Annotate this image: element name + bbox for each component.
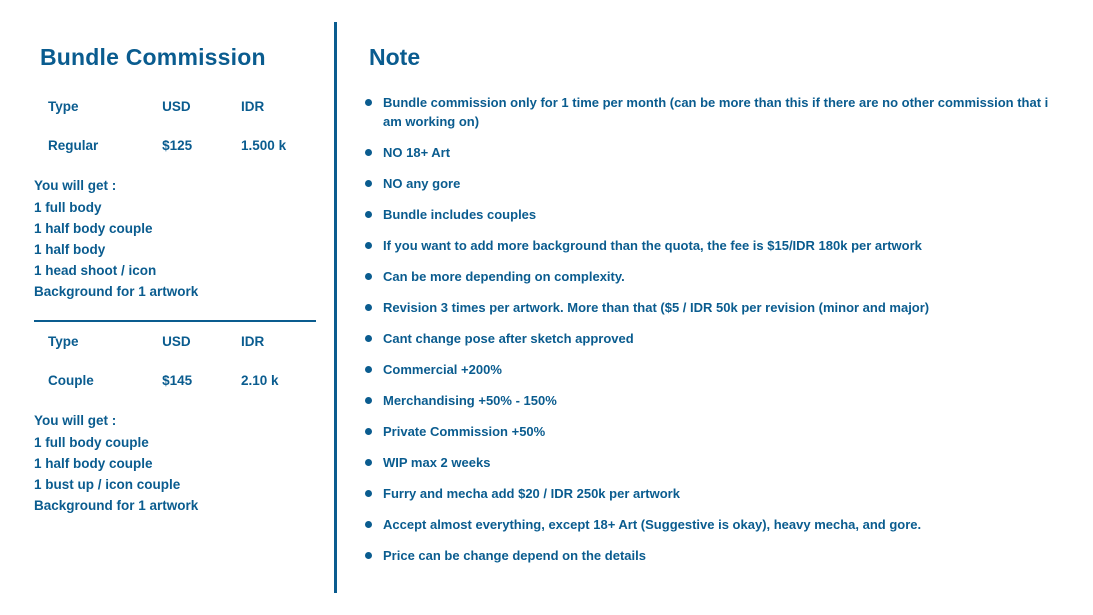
list-item: Background for 1 artwork xyxy=(34,498,199,513)
list-item: WIP max 2 weeks xyxy=(363,453,1067,472)
list-item: Private Commission +50% xyxy=(363,422,1067,441)
notes-panel xyxy=(363,22,1067,593)
list-item: 1 head shoot / icon xyxy=(34,263,157,278)
package-table-couple xyxy=(34,332,316,400)
list-item: 1 half body xyxy=(34,242,106,257)
table-row xyxy=(34,128,316,165)
list-item: Commercial +200% xyxy=(363,360,1067,379)
page-title: Bundle Commission xyxy=(40,44,266,70)
table-row xyxy=(34,363,316,400)
package-price-usd: $145 xyxy=(162,373,193,388)
package-type: Couple xyxy=(48,373,94,388)
package-type: Regular xyxy=(48,138,99,153)
column-header-type: Type xyxy=(48,99,79,114)
notes-list xyxy=(363,93,1067,565)
includes-heading: You will get : xyxy=(34,178,117,193)
package-price-usd: $125 xyxy=(162,138,193,153)
table-header-row xyxy=(34,332,316,363)
column-header-idr: IDR xyxy=(241,334,265,349)
vertical-divider xyxy=(334,22,337,593)
list-item: 1 half body couple xyxy=(34,456,153,471)
package-price-idr: 1.500 k xyxy=(241,138,287,153)
list-item: Background for 1 artwork xyxy=(34,284,199,299)
list-item: NO any gore xyxy=(363,174,1067,193)
list-item: Merchandising +50% - 150% xyxy=(363,391,1067,410)
list-item: NO 18+ Art xyxy=(363,143,1067,162)
list-item: Price can be change depend on the details xyxy=(363,546,1067,565)
list-item: Can be more depending on complexity. xyxy=(363,267,1067,286)
column-header-idr: IDR xyxy=(241,99,265,114)
list-item: 1 full body xyxy=(34,200,102,215)
list-item: Accept almost everything, except 18+ Art (Suggestive is okay), heavy mecha, and gore. xyxy=(363,515,1067,534)
includes-heading: You will get : xyxy=(34,413,117,428)
list-item: Revision 3 times per artwork. More than that ($5 / IDR 50k per revision (minor and major) xyxy=(363,298,1067,317)
bundle-commission-panel xyxy=(34,22,316,593)
table-header-row xyxy=(34,97,316,128)
list-item: 1 full body couple xyxy=(34,435,149,450)
list-item: 1 bust up / icon couple xyxy=(34,477,181,492)
list-item: Furry and mecha add $20 / IDR 250k per artwork xyxy=(363,484,1067,503)
list-item: Bundle includes couples xyxy=(363,205,1067,224)
section-divider xyxy=(34,320,316,322)
package-price-idr: 2.10 k xyxy=(241,373,279,388)
list-item: Bundle commission only for 1 time per month (can be more than this if there are no other commission that i am working on) xyxy=(363,93,1067,131)
list-item: If you want to add more background than the quota, the fee is $15/IDR 180k per artwork xyxy=(363,236,1067,255)
column-header-type: Type xyxy=(48,334,79,349)
includes-list-regular xyxy=(34,175,316,302)
includes-list-couple xyxy=(34,410,316,516)
package-table-regular xyxy=(34,97,316,165)
notes-title: Note xyxy=(369,44,421,70)
list-item: Cant change pose after sketch approved xyxy=(363,329,1067,348)
column-header-usd: USD xyxy=(162,99,191,114)
column-header-usd: USD xyxy=(162,334,191,349)
list-item: 1 half body couple xyxy=(34,221,153,236)
